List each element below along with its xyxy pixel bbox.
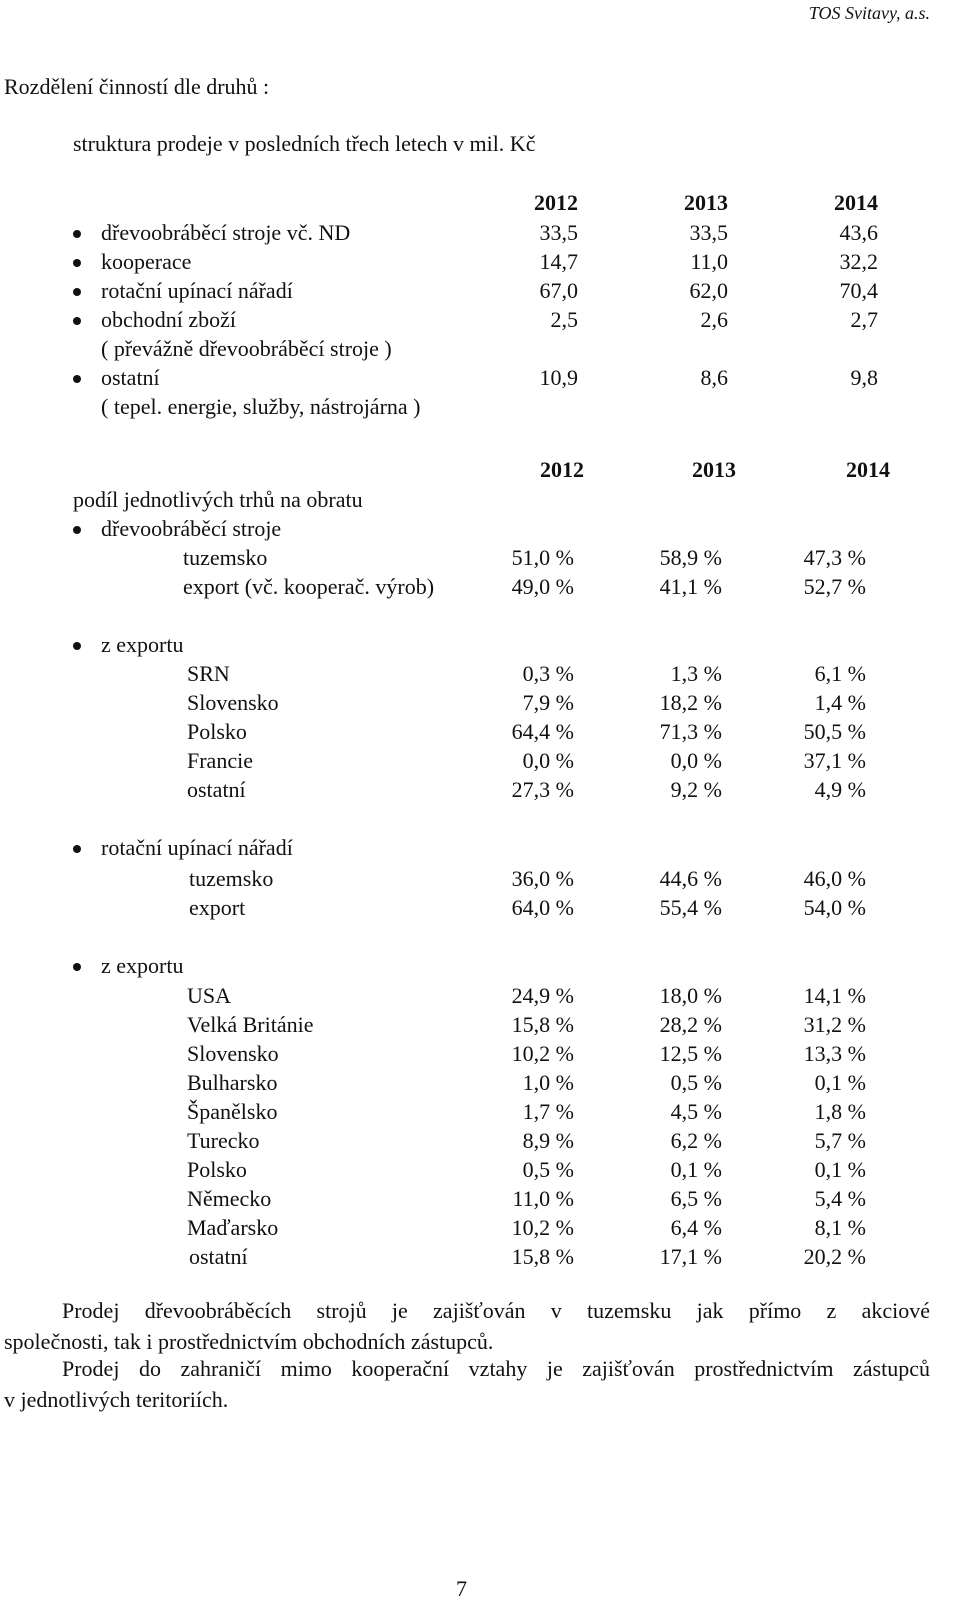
table2-cell: 18,0 % bbox=[659, 983, 722, 1008]
table2-cell: 0,5 % bbox=[522, 1157, 574, 1182]
table2-row-label: Francie bbox=[187, 748, 253, 773]
table2-row-label: tuzemsko bbox=[183, 545, 268, 570]
paragraph-line: Prodej do zahraničí mimo kooperační vztahy je zajišťován prostřednictvím zástupců bbox=[62, 1356, 930, 1381]
table2-cell: 13,3 % bbox=[803, 1041, 866, 1066]
table2-cell: 8,1 % bbox=[814, 1215, 866, 1240]
table2-cell: 0,0 % bbox=[522, 748, 574, 773]
table2-cell: 50,5 % bbox=[803, 719, 866, 744]
table2-cell: 41,1 % bbox=[659, 574, 722, 599]
table1-row-note: ( tepel. energie, služby, nástrojárna ) bbox=[101, 394, 421, 419]
table2-cell: 10,2 % bbox=[511, 1215, 574, 1240]
table1-cell: 33,5 bbox=[539, 220, 578, 245]
table2-cell: 0,1 % bbox=[670, 1157, 722, 1182]
table2-cell: 5,4 % bbox=[814, 1186, 866, 1211]
table2-cell: 28,2 % bbox=[659, 1012, 722, 1037]
table2-row-label: Bulharsko bbox=[187, 1070, 278, 1095]
table1-cell: 2,7 bbox=[850, 307, 878, 332]
table2-row-label: SRN bbox=[187, 661, 230, 686]
table2-row-label: tuzemsko bbox=[189, 866, 274, 891]
bullet-icon bbox=[73, 845, 81, 853]
table2-cell: 5,7 % bbox=[814, 1128, 866, 1153]
table2-group-title: dřevoobráběcí stroje bbox=[101, 516, 282, 541]
table1-cell: 33,5 bbox=[689, 220, 728, 245]
paragraph-line: Prodej dřevoobráběcích strojů je zajišťován v tuzemsku jak přímo z akciové bbox=[62, 1298, 930, 1323]
table2-cell: 58,9 % bbox=[659, 545, 722, 570]
table2-group-title: z exportu bbox=[101, 953, 184, 978]
table2-group-title: z exportu bbox=[101, 632, 184, 657]
table2-cell: 6,4 % bbox=[670, 1215, 722, 1240]
table1-row-label: dřevoobráběcí stroje vč. ND bbox=[101, 220, 351, 245]
table2-cell: 64,0 % bbox=[511, 895, 574, 920]
page-number: 7 bbox=[456, 1576, 467, 1601]
table2-cell: 55,4 % bbox=[659, 895, 722, 920]
table2-cell: 1,8 % bbox=[814, 1099, 866, 1124]
table1-cell: 9,8 bbox=[850, 365, 878, 390]
table1-row-note: ( převážně dřevoobráběcí stroje ) bbox=[101, 336, 392, 361]
table2-row-label: Velká Británie bbox=[187, 1012, 314, 1037]
table2-cell: 15,8 % bbox=[511, 1012, 574, 1037]
table2-year-2012: 2012 bbox=[540, 457, 584, 482]
table1-cell: 2,6 bbox=[700, 307, 728, 332]
table2-cell: 1,3 % bbox=[670, 661, 722, 686]
table2-row-label: Slovensko bbox=[187, 1041, 279, 1066]
table2-cell: 8,9 % bbox=[522, 1128, 574, 1153]
table2-cell: 10,2 % bbox=[511, 1041, 574, 1066]
bullet-icon bbox=[73, 375, 81, 383]
table2-cell: 4,5 % bbox=[670, 1099, 722, 1124]
table1-cell: 11,0 bbox=[690, 249, 728, 274]
table1-year-2013: 2013 bbox=[684, 190, 728, 215]
table1-cell: 8,6 bbox=[700, 365, 728, 390]
table2-cell: 46,0 % bbox=[803, 866, 866, 891]
table2-cell: 17,1 % bbox=[659, 1244, 722, 1269]
table2-cell: 54,0 % bbox=[803, 895, 866, 920]
table2-row-label: export (vč. kooperač. výrob) bbox=[183, 574, 435, 599]
section-title: Rozdělení činností dle druhů : bbox=[4, 74, 270, 99]
bullet-icon bbox=[73, 526, 81, 534]
company-header: TOS Svitavy, a.s. bbox=[808, 3, 930, 23]
table1-cell: 70,4 bbox=[839, 278, 878, 303]
table2-cell: 31,2 % bbox=[803, 1012, 866, 1037]
table2-year-2014: 2014 bbox=[846, 457, 890, 482]
bullet-icon bbox=[73, 230, 81, 238]
table2-row-label: Slovensko bbox=[187, 690, 279, 715]
table2-cell: 1,4 % bbox=[814, 690, 866, 715]
table1-year-2012: 2012 bbox=[534, 190, 578, 215]
table2-cell: 11,0 % bbox=[512, 1186, 574, 1211]
paragraph-line: společnosti, tak i prostřednictvím obchodních zástupců. bbox=[4, 1328, 494, 1354]
table2-cell: 64,4 % bbox=[511, 719, 574, 744]
table1-cell: 10,9 bbox=[539, 365, 578, 390]
table2-row-label: USA bbox=[187, 983, 232, 1008]
table1-cell: 14,7 bbox=[539, 249, 578, 274]
table1-row-label: kooperace bbox=[101, 249, 192, 274]
table2-cell: 47,3 % bbox=[803, 545, 866, 570]
table2-cell: 7,9 % bbox=[522, 690, 574, 715]
table2-cell: 36,0 % bbox=[511, 866, 574, 891]
bullet-icon bbox=[73, 288, 81, 296]
table2-cell: 0,3 % bbox=[522, 661, 574, 686]
table2-row-label: Polsko bbox=[187, 1157, 247, 1182]
table2-cell: 27,3 % bbox=[511, 777, 574, 802]
table2-cell: 6,5 % bbox=[670, 1186, 722, 1211]
paragraph-line: v jednotlivých teritoriích. bbox=[4, 1386, 229, 1412]
table2-cell: 51,0 % bbox=[511, 545, 574, 570]
table2-row-label: Německo bbox=[187, 1186, 272, 1211]
bullet-icon bbox=[73, 963, 81, 971]
table2-cell: 12,5 % bbox=[659, 1041, 722, 1066]
table2-cell: 6,2 % bbox=[670, 1128, 722, 1153]
table2-cell: 14,1 % bbox=[803, 983, 866, 1008]
table2-row-label: export bbox=[189, 895, 246, 920]
table2-group-title: rotační upínací nářadí bbox=[101, 835, 293, 860]
table1-row-label: ostatní bbox=[101, 365, 160, 390]
table2-row-label: Turecko bbox=[187, 1128, 260, 1153]
table2-cell: 52,7 % bbox=[803, 574, 866, 599]
table1-caption: struktura prodeje v posledních třech letech v mil. Kč bbox=[73, 131, 536, 156]
table2-cell: 37,1 % bbox=[803, 748, 866, 773]
table1-year-2014: 2014 bbox=[834, 190, 878, 215]
table2-cell: 18,2 % bbox=[659, 690, 722, 715]
table1-row-label: obchodní zboží bbox=[101, 307, 237, 332]
table2-row-label: ostatní bbox=[189, 1244, 248, 1269]
table2-row-label: Polsko bbox=[187, 719, 247, 744]
table2-row-label: Maďarsko bbox=[187, 1215, 279, 1240]
table2-caption: podíl jednotlivých trhů na obratu bbox=[73, 487, 363, 512]
table2-cell: 44,6 % bbox=[659, 866, 722, 891]
table2-cell: 71,3 % bbox=[659, 719, 722, 744]
table1-cell: 2,5 bbox=[550, 307, 578, 332]
table2-cell: 0,0 % bbox=[670, 748, 722, 773]
table1-row-label: rotační upínací nářadí bbox=[101, 278, 293, 303]
table1-cell: 67,0 bbox=[539, 278, 578, 303]
table2-cell: 24,9 % bbox=[511, 983, 574, 1008]
table2-cell: 49,0 % bbox=[511, 574, 574, 599]
table2-year-2013: 2013 bbox=[692, 457, 736, 482]
table1-cell: 43,6 bbox=[839, 220, 878, 245]
bullet-icon bbox=[73, 259, 81, 267]
table2-cell: 0,1 % bbox=[814, 1157, 866, 1182]
table2-cell: 1,0 % bbox=[522, 1070, 574, 1095]
bullet-icon bbox=[73, 317, 81, 325]
table2-row-label: Španělsko bbox=[187, 1099, 278, 1124]
table2-cell: 9,2 % bbox=[670, 777, 722, 802]
paragraph-1 bbox=[4, 1296, 930, 1358]
table2-cell: 15,8 % bbox=[511, 1244, 574, 1269]
table2-cell: 0,1 % bbox=[814, 1070, 866, 1095]
table2-cell: 4,9 % bbox=[814, 777, 866, 802]
table2-cell: 1,7 % bbox=[522, 1099, 574, 1124]
table1-cell: 62,0 bbox=[689, 278, 728, 303]
table2-cell: 6,1 % bbox=[814, 661, 866, 686]
paragraph-2 bbox=[4, 1354, 930, 1416]
table1-cell: 32,2 bbox=[839, 249, 878, 274]
table2-row-label: ostatní bbox=[187, 777, 246, 802]
table2-cell: 0,5 % bbox=[670, 1070, 722, 1095]
table2-cell: 20,2 % bbox=[803, 1244, 866, 1269]
bullet-icon bbox=[73, 642, 81, 650]
